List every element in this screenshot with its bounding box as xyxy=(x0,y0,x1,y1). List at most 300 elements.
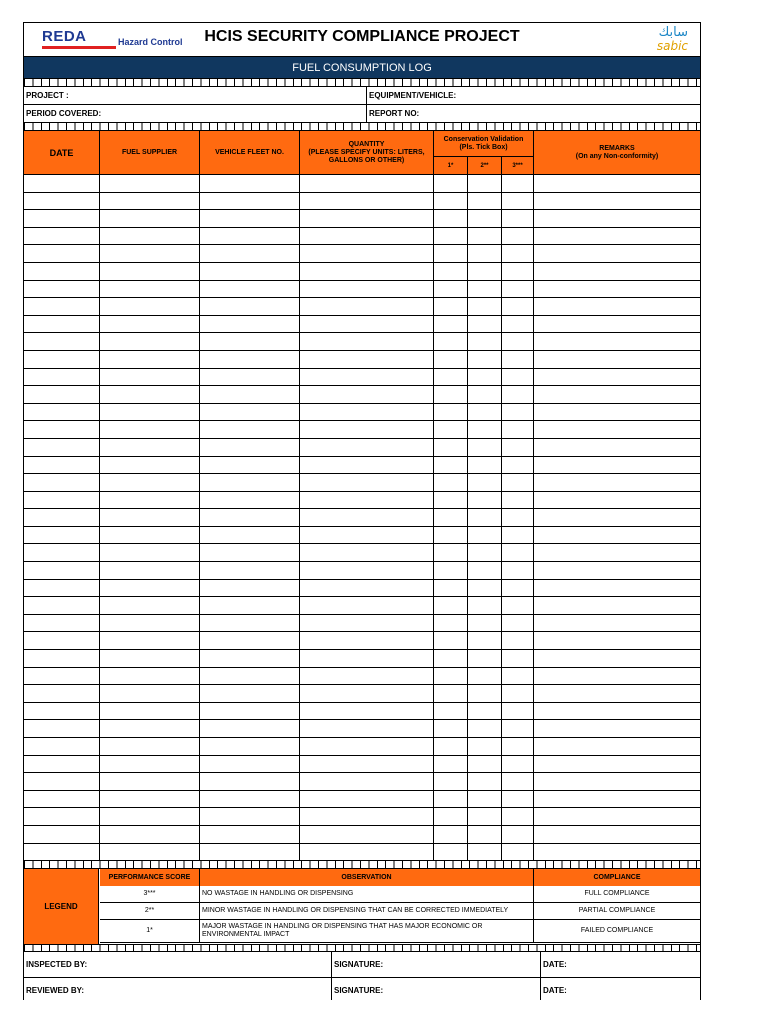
cell-tick-1[interactable] xyxy=(434,738,467,755)
cell-tick-3[interactable] xyxy=(502,228,533,245)
cell-remarks[interactable] xyxy=(534,597,700,614)
cell-fuel-supplier[interactable] xyxy=(100,668,199,685)
cell-tick-3[interactable] xyxy=(502,738,533,755)
cell-tick-3[interactable] xyxy=(502,175,533,192)
cell-quantity[interactable] xyxy=(300,826,433,843)
cell-tick-3[interactable] xyxy=(502,404,533,421)
cell-date[interactable] xyxy=(24,756,99,773)
cell-tick-3[interactable] xyxy=(502,351,533,368)
cell-remarks[interactable] xyxy=(534,668,700,685)
cell-tick-2[interactable] xyxy=(468,527,501,544)
cell-tick-2[interactable] xyxy=(468,333,501,350)
cell-tick-1[interactable] xyxy=(434,316,467,333)
cell-fuel-supplier[interactable] xyxy=(100,316,199,333)
cell-tick-2[interactable] xyxy=(468,439,501,456)
cell-date[interactable] xyxy=(24,404,99,421)
cell-remarks[interactable] xyxy=(534,826,700,843)
cell-remarks[interactable] xyxy=(534,175,700,192)
cell-fuel-supplier[interactable] xyxy=(100,421,199,438)
cell-fuel-supplier[interactable] xyxy=(100,650,199,667)
cell-quantity[interactable] xyxy=(300,281,433,298)
cell-vehicle-fleet[interactable] xyxy=(200,527,299,544)
cell-fuel-supplier[interactable] xyxy=(100,492,199,509)
cell-tick-3[interactable] xyxy=(502,756,533,773)
cell-date[interactable] xyxy=(24,457,99,474)
cell-vehicle-fleet[interactable] xyxy=(200,245,299,262)
cell-tick-2[interactable] xyxy=(468,421,501,438)
cell-vehicle-fleet[interactable] xyxy=(200,492,299,509)
cell-quantity[interactable] xyxy=(300,193,433,210)
cell-tick-3[interactable] xyxy=(502,562,533,579)
cell-tick-2[interactable] xyxy=(468,650,501,667)
cell-quantity[interactable] xyxy=(300,632,433,649)
cell-tick-1[interactable] xyxy=(434,720,467,737)
cell-remarks[interactable] xyxy=(534,298,700,315)
cell-vehicle-fleet[interactable] xyxy=(200,474,299,491)
cell-tick-2[interactable] xyxy=(468,773,501,790)
cell-remarks[interactable] xyxy=(534,316,700,333)
cell-tick-2[interactable] xyxy=(468,597,501,614)
cell-date[interactable] xyxy=(24,615,99,632)
cell-fuel-supplier[interactable] xyxy=(100,175,199,192)
cell-tick-2[interactable] xyxy=(468,668,501,685)
cell-tick-2[interactable] xyxy=(468,509,501,526)
cell-remarks[interactable] xyxy=(534,580,700,597)
cell-fuel-supplier[interactable] xyxy=(100,791,199,808)
cell-quantity[interactable] xyxy=(300,685,433,702)
cell-tick-3[interactable] xyxy=(502,210,533,227)
cell-vehicle-fleet[interactable] xyxy=(200,175,299,192)
cell-tick-2[interactable] xyxy=(468,703,501,720)
cell-tick-2[interactable] xyxy=(468,738,501,755)
cell-tick-2[interactable] xyxy=(468,298,501,315)
cell-remarks[interactable] xyxy=(534,544,700,561)
cell-date[interactable] xyxy=(24,228,99,245)
cell-tick-1[interactable] xyxy=(434,580,467,597)
cell-vehicle-fleet[interactable] xyxy=(200,404,299,421)
cell-fuel-supplier[interactable] xyxy=(100,439,199,456)
period-covered-field[interactable]: PERIOD COVERED: xyxy=(26,109,102,118)
date-field[interactable]: DATE: xyxy=(543,960,567,970)
cell-tick-3[interactable] xyxy=(502,333,533,350)
cell-tick-3[interactable] xyxy=(502,597,533,614)
cell-fuel-supplier[interactable] xyxy=(100,509,199,526)
cell-date[interactable] xyxy=(24,316,99,333)
cell-date[interactable] xyxy=(24,175,99,192)
cell-remarks[interactable] xyxy=(534,281,700,298)
cell-remarks[interactable] xyxy=(534,457,700,474)
cell-vehicle-fleet[interactable] xyxy=(200,439,299,456)
cell-tick-2[interactable] xyxy=(468,245,501,262)
cell-date[interactable] xyxy=(24,738,99,755)
cell-quantity[interactable] xyxy=(300,421,433,438)
cell-tick-3[interactable] xyxy=(502,298,533,315)
cell-tick-3[interactable] xyxy=(502,474,533,491)
cell-fuel-supplier[interactable] xyxy=(100,333,199,350)
cell-vehicle-fleet[interactable] xyxy=(200,281,299,298)
cell-tick-2[interactable] xyxy=(468,685,501,702)
cell-vehicle-fleet[interactable] xyxy=(200,668,299,685)
cell-quantity[interactable] xyxy=(300,544,433,561)
cell-tick-1[interactable] xyxy=(434,685,467,702)
cell-date[interactable] xyxy=(24,562,99,579)
cell-vehicle-fleet[interactable] xyxy=(200,369,299,386)
cell-quantity[interactable] xyxy=(300,263,433,280)
cell-fuel-supplier[interactable] xyxy=(100,193,199,210)
cell-tick-2[interactable] xyxy=(468,369,501,386)
cell-tick-1[interactable] xyxy=(434,492,467,509)
cell-quantity[interactable] xyxy=(300,756,433,773)
cell-remarks[interactable] xyxy=(534,703,700,720)
cell-fuel-supplier[interactable] xyxy=(100,263,199,280)
cell-tick-2[interactable] xyxy=(468,193,501,210)
cell-date[interactable] xyxy=(24,298,99,315)
cell-tick-3[interactable] xyxy=(502,245,533,262)
cell-fuel-supplier[interactable] xyxy=(100,457,199,474)
cell-vehicle-fleet[interactable] xyxy=(200,509,299,526)
cell-quantity[interactable] xyxy=(300,562,433,579)
signature-field[interactable]: SIGNATURE: xyxy=(334,960,384,970)
cell-quantity[interactable] xyxy=(300,509,433,526)
cell-tick-1[interactable] xyxy=(434,457,467,474)
cell-tick-1[interactable] xyxy=(434,615,467,632)
cell-tick-2[interactable] xyxy=(468,562,501,579)
cell-date[interactable] xyxy=(24,773,99,790)
cell-remarks[interactable] xyxy=(534,844,700,861)
cell-date[interactable] xyxy=(24,632,99,649)
cell-remarks[interactable] xyxy=(534,562,700,579)
cell-tick-3[interactable] xyxy=(502,544,533,561)
cell-vehicle-fleet[interactable] xyxy=(200,562,299,579)
cell-quantity[interactable] xyxy=(300,175,433,192)
cell-tick-3[interactable] xyxy=(502,773,533,790)
cell-tick-1[interactable] xyxy=(434,826,467,843)
cell-remarks[interactable] xyxy=(534,738,700,755)
cell-tick-3[interactable] xyxy=(502,703,533,720)
cell-fuel-supplier[interactable] xyxy=(100,826,199,843)
cell-tick-2[interactable] xyxy=(468,175,501,192)
cell-date[interactable] xyxy=(24,210,99,227)
cell-date[interactable] xyxy=(24,386,99,403)
cell-vehicle-fleet[interactable] xyxy=(200,756,299,773)
cell-vehicle-fleet[interactable] xyxy=(200,720,299,737)
cell-tick-3[interactable] xyxy=(502,509,533,526)
cell-tick-3[interactable] xyxy=(502,386,533,403)
cell-fuel-supplier[interactable] xyxy=(100,580,199,597)
cell-tick-1[interactable] xyxy=(434,175,467,192)
cell-quantity[interactable] xyxy=(300,228,433,245)
cell-quantity[interactable] xyxy=(300,720,433,737)
cell-tick-3[interactable] xyxy=(502,615,533,632)
cell-date[interactable] xyxy=(24,808,99,825)
cell-date[interactable] xyxy=(24,492,99,509)
cell-quantity[interactable] xyxy=(300,333,433,350)
cell-vehicle-fleet[interactable] xyxy=(200,228,299,245)
cell-tick-1[interactable] xyxy=(434,245,467,262)
cell-tick-3[interactable] xyxy=(502,650,533,667)
cell-vehicle-fleet[interactable] xyxy=(200,544,299,561)
cell-tick-2[interactable] xyxy=(468,281,501,298)
cell-tick-2[interactable] xyxy=(468,632,501,649)
cell-tick-1[interactable] xyxy=(434,263,467,280)
cell-remarks[interactable] xyxy=(534,685,700,702)
cell-fuel-supplier[interactable] xyxy=(100,386,199,403)
cell-quantity[interactable] xyxy=(300,773,433,790)
cell-quantity[interactable] xyxy=(300,808,433,825)
cell-remarks[interactable] xyxy=(534,228,700,245)
cell-tick-1[interactable] xyxy=(434,668,467,685)
cell-fuel-supplier[interactable] xyxy=(100,756,199,773)
cell-tick-2[interactable] xyxy=(468,263,501,280)
cell-remarks[interactable] xyxy=(534,791,700,808)
cell-tick-3[interactable] xyxy=(502,193,533,210)
cell-remarks[interactable] xyxy=(534,492,700,509)
cell-date[interactable] xyxy=(24,245,99,262)
cell-tick-2[interactable] xyxy=(468,492,501,509)
cell-date[interactable] xyxy=(24,351,99,368)
cell-quantity[interactable] xyxy=(300,791,433,808)
cell-fuel-supplier[interactable] xyxy=(100,720,199,737)
cell-tick-1[interactable] xyxy=(434,439,467,456)
cell-vehicle-fleet[interactable] xyxy=(200,597,299,614)
cell-remarks[interactable] xyxy=(534,386,700,403)
cell-tick-2[interactable] xyxy=(468,808,501,825)
cell-tick-3[interactable] xyxy=(502,791,533,808)
cell-tick-3[interactable] xyxy=(502,439,533,456)
cell-date[interactable] xyxy=(24,544,99,561)
cell-date[interactable] xyxy=(24,193,99,210)
date-field[interactable]: DATE: xyxy=(543,986,567,996)
cell-date[interactable] xyxy=(24,263,99,280)
cell-tick-1[interactable] xyxy=(434,844,467,861)
cell-date[interactable] xyxy=(24,369,99,386)
cell-tick-2[interactable] xyxy=(468,228,501,245)
cell-quantity[interactable] xyxy=(300,351,433,368)
cell-tick-2[interactable] xyxy=(468,386,501,403)
cell-quantity[interactable] xyxy=(300,738,433,755)
cell-quantity[interactable] xyxy=(300,597,433,614)
cell-remarks[interactable] xyxy=(534,263,700,280)
cell-vehicle-fleet[interactable] xyxy=(200,615,299,632)
cell-tick-2[interactable] xyxy=(468,544,501,561)
cell-quantity[interactable] xyxy=(300,457,433,474)
signature-field[interactable]: SIGNATURE: xyxy=(334,986,384,996)
cell-vehicle-fleet[interactable] xyxy=(200,826,299,843)
cell-fuel-supplier[interactable] xyxy=(100,351,199,368)
inspected-by-field[interactable]: INSPECTED BY: xyxy=(26,960,88,970)
cell-date[interactable] xyxy=(24,685,99,702)
cell-tick-1[interactable] xyxy=(434,228,467,245)
cell-remarks[interactable] xyxy=(534,439,700,456)
cell-tick-1[interactable] xyxy=(434,404,467,421)
cell-tick-1[interactable] xyxy=(434,703,467,720)
cell-date[interactable] xyxy=(24,668,99,685)
cell-quantity[interactable] xyxy=(300,668,433,685)
cell-tick-1[interactable] xyxy=(434,808,467,825)
cell-tick-2[interactable] xyxy=(468,826,501,843)
cell-remarks[interactable] xyxy=(534,245,700,262)
cell-tick-1[interactable] xyxy=(434,756,467,773)
cell-remarks[interactable] xyxy=(534,210,700,227)
project-field[interactable]: PROJECT : xyxy=(26,91,69,100)
cell-fuel-supplier[interactable] xyxy=(100,808,199,825)
cell-vehicle-fleet[interactable] xyxy=(200,298,299,315)
cell-quantity[interactable] xyxy=(300,386,433,403)
cell-vehicle-fleet[interactable] xyxy=(200,632,299,649)
cell-tick-1[interactable] xyxy=(434,333,467,350)
cell-vehicle-fleet[interactable] xyxy=(200,457,299,474)
cell-quantity[interactable] xyxy=(300,439,433,456)
cell-fuel-supplier[interactable] xyxy=(100,632,199,649)
cell-tick-3[interactable] xyxy=(502,668,533,685)
cell-fuel-supplier[interactable] xyxy=(100,369,199,386)
cell-vehicle-fleet[interactable] xyxy=(200,386,299,403)
cell-quantity[interactable] xyxy=(300,298,433,315)
cell-tick-3[interactable] xyxy=(502,316,533,333)
cell-quantity[interactable] xyxy=(300,527,433,544)
cell-quantity[interactable] xyxy=(300,492,433,509)
cell-date[interactable] xyxy=(24,720,99,737)
cell-quantity[interactable] xyxy=(300,369,433,386)
cell-date[interactable] xyxy=(24,439,99,456)
cell-remarks[interactable] xyxy=(534,333,700,350)
cell-date[interactable] xyxy=(24,509,99,526)
cell-vehicle-fleet[interactable] xyxy=(200,580,299,597)
cell-remarks[interactable] xyxy=(534,509,700,526)
cell-remarks[interactable] xyxy=(534,773,700,790)
cell-vehicle-fleet[interactable] xyxy=(200,333,299,350)
cell-tick-1[interactable] xyxy=(434,421,467,438)
cell-tick-2[interactable] xyxy=(468,580,501,597)
cell-tick-3[interactable] xyxy=(502,826,533,843)
cell-tick-3[interactable] xyxy=(502,421,533,438)
cell-fuel-supplier[interactable] xyxy=(100,615,199,632)
cell-quantity[interactable] xyxy=(300,615,433,632)
cell-fuel-supplier[interactable] xyxy=(100,245,199,262)
cell-fuel-supplier[interactable] xyxy=(100,281,199,298)
cell-tick-2[interactable] xyxy=(468,474,501,491)
cell-remarks[interactable] xyxy=(534,808,700,825)
cell-date[interactable] xyxy=(24,333,99,350)
cell-quantity[interactable] xyxy=(300,703,433,720)
cell-date[interactable] xyxy=(24,650,99,667)
cell-date[interactable] xyxy=(24,597,99,614)
cell-tick-3[interactable] xyxy=(502,685,533,702)
cell-vehicle-fleet[interactable] xyxy=(200,738,299,755)
cell-date[interactable] xyxy=(24,281,99,298)
report-no-field[interactable]: REPORT NO: xyxy=(369,109,420,118)
cell-quantity[interactable] xyxy=(300,650,433,667)
cell-fuel-supplier[interactable] xyxy=(100,738,199,755)
cell-quantity[interactable] xyxy=(300,474,433,491)
cell-vehicle-fleet[interactable] xyxy=(200,316,299,333)
cell-tick-2[interactable] xyxy=(468,791,501,808)
cell-fuel-supplier[interactable] xyxy=(100,685,199,702)
cell-date[interactable] xyxy=(24,580,99,597)
reviewed-by-field[interactable]: REVIEWED BY: xyxy=(26,986,85,996)
cell-vehicle-fleet[interactable] xyxy=(200,685,299,702)
cell-fuel-supplier[interactable] xyxy=(100,298,199,315)
cell-quantity[interactable] xyxy=(300,210,433,227)
cell-vehicle-fleet[interactable] xyxy=(200,351,299,368)
cell-tick-3[interactable] xyxy=(502,527,533,544)
cell-tick-2[interactable] xyxy=(468,316,501,333)
cell-date[interactable] xyxy=(24,527,99,544)
cell-tick-1[interactable] xyxy=(434,351,467,368)
cell-tick-1[interactable] xyxy=(434,281,467,298)
cell-tick-1[interactable] xyxy=(434,773,467,790)
cell-remarks[interactable] xyxy=(534,756,700,773)
cell-remarks[interactable] xyxy=(534,474,700,491)
cell-vehicle-fleet[interactable] xyxy=(200,703,299,720)
cell-remarks[interactable] xyxy=(534,351,700,368)
cell-tick-1[interactable] xyxy=(434,210,467,227)
cell-tick-1[interactable] xyxy=(434,527,467,544)
cell-remarks[interactable] xyxy=(534,650,700,667)
cell-vehicle-fleet[interactable] xyxy=(200,193,299,210)
cell-remarks[interactable] xyxy=(534,720,700,737)
cell-date[interactable] xyxy=(24,703,99,720)
cell-vehicle-fleet[interactable] xyxy=(200,421,299,438)
cell-tick-1[interactable] xyxy=(434,597,467,614)
cell-fuel-supplier[interactable] xyxy=(100,597,199,614)
cell-tick-1[interactable] xyxy=(434,298,467,315)
cell-tick-1[interactable] xyxy=(434,386,467,403)
cell-fuel-supplier[interactable] xyxy=(100,703,199,720)
cell-fuel-supplier[interactable] xyxy=(100,773,199,790)
cell-fuel-supplier[interactable] xyxy=(100,228,199,245)
cell-fuel-supplier[interactable] xyxy=(100,404,199,421)
cell-tick-3[interactable] xyxy=(502,844,533,861)
cell-quantity[interactable] xyxy=(300,316,433,333)
cell-remarks[interactable] xyxy=(534,404,700,421)
cell-vehicle-fleet[interactable] xyxy=(200,791,299,808)
cell-tick-3[interactable] xyxy=(502,263,533,280)
cell-fuel-supplier[interactable] xyxy=(100,844,199,861)
cell-tick-1[interactable] xyxy=(434,509,467,526)
cell-tick-1[interactable] xyxy=(434,369,467,386)
cell-quantity[interactable] xyxy=(300,580,433,597)
cell-tick-2[interactable] xyxy=(468,756,501,773)
cell-fuel-supplier[interactable] xyxy=(100,474,199,491)
cell-vehicle-fleet[interactable] xyxy=(200,263,299,280)
cell-remarks[interactable] xyxy=(534,369,700,386)
cell-quantity[interactable] xyxy=(300,404,433,421)
cell-tick-1[interactable] xyxy=(434,650,467,667)
cell-tick-1[interactable] xyxy=(434,562,467,579)
cell-remarks[interactable] xyxy=(534,527,700,544)
cell-fuel-supplier[interactable] xyxy=(100,562,199,579)
cell-tick-1[interactable] xyxy=(434,474,467,491)
cell-tick-3[interactable] xyxy=(502,580,533,597)
cell-vehicle-fleet[interactable] xyxy=(200,808,299,825)
cell-tick-2[interactable] xyxy=(468,351,501,368)
cell-quantity[interactable] xyxy=(300,844,433,861)
cell-vehicle-fleet[interactable] xyxy=(200,844,299,861)
cell-tick-3[interactable] xyxy=(502,369,533,386)
cell-tick-2[interactable] xyxy=(468,615,501,632)
cell-tick-1[interactable] xyxy=(434,791,467,808)
cell-tick-2[interactable] xyxy=(468,844,501,861)
cell-remarks[interactable] xyxy=(534,193,700,210)
cell-vehicle-fleet[interactable] xyxy=(200,650,299,667)
cell-vehicle-fleet[interactable] xyxy=(200,773,299,790)
cell-tick-1[interactable] xyxy=(434,544,467,561)
cell-remarks[interactable] xyxy=(534,421,700,438)
cell-fuel-supplier[interactable] xyxy=(100,210,199,227)
cell-fuel-supplier[interactable] xyxy=(100,527,199,544)
cell-vehicle-fleet[interactable] xyxy=(200,210,299,227)
